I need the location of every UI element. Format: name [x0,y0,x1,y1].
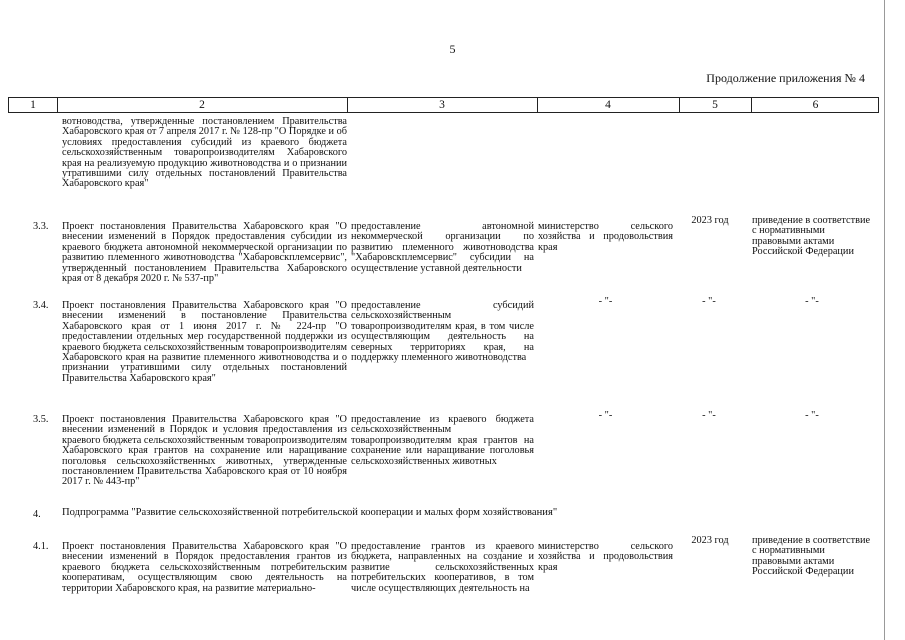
row-3-5-col5: - "- [702,410,716,421]
row-continuation-col2: вотноводства, утвержденные постановлением Правительства Хабаровского края от 7 апреля 2017 г. № 128-пр "О Порядке и об условиях предоставления субсидий из краевого бюджета сельскохозяйственным товаропроизводителям Хабаровского края на реализуемую продукцию животноводства и о признании утратившими силу отдельных постановлений Правительства Хабаровского края" [62,116,347,190]
row-3-4-col2: Проект постановления Правительства Хабаровского края "О внесении изменений в постановление Правительства Хабаровского края от 1 июня 2017 г. № 224-пр "О предоставлении отдельных мер государственной поддержки из краевого бюджета сельскохозяйственным товаропроизводителям Хабаровского края на развитие племенного животноводства и о признании утратившими силу отдельных постановлений Правительства Хабаровского края" [62,300,347,384]
row-3-4-col4: - "- [598,296,613,307]
row-3-5-num: 3.5. [33,414,49,425]
row-3-4-col3: предоставление субсидий сельскохозяйственным товаропроизводителям края, в том числе осуществляющим деятельность на северных территориях края, на поддержку племенного животноводства [351,300,534,364]
page-number: 5 [449,42,456,56]
row-4-1-col5: 2023 год [691,535,729,546]
row-4-1-col4: министерство сельского хозяйства и продовольствия края [538,541,673,573]
row-3-5-col2: Проект постановления Правительства Хабаровского края "О внесении изменений в Порядок и условия предоставления из краевого бюджета сельскохозяйственным товаропроизводителям Хабаровского края грантов на сохранение или наращивание поголовья сельскохозяйственных животных, утвержденные постановлением Правительства Хабаровского края от 10 ноября 2017 г. № 443-пр" [62,414,347,488]
page-edge-line [884,0,885,640]
row-3-3-num: 3.3. [33,221,49,232]
header-col-2: 2 [57,98,348,112]
row-3-3-col3: предоставление автономной некоммерческой организации по развитию племенного животноводства "Хабаровскплемсервис" субсидии на осуществление уставной деятельности [351,221,534,274]
row-3-3-col4: министерство сельского хозяйства и продовольствия края [538,221,673,253]
table-header-row [8,97,879,112]
continuation-label: Продолжение приложения № 4 [706,71,865,85]
row-3-3-col2: Проект постановления Правительства Хабаровского края "О внесении изменений в Порядок предоставления субсидии из краевого бюджета автономной некоммерческой организации по развитию племенного животноводства "Хабаровскплемсервис", утвержденный постановлением Правительства Хабаровского края от 8 декабря 2020 г. № 537-пр" [62,221,347,285]
row-3-4-num: 3.4. [33,300,49,311]
row-3-3-col5: 2023 год [691,215,729,226]
row-4-1-col3: предоставление грантов из краевого бюджета, направленных на создание и развитие сельскохозяйственных потребительских кооперативов, в том числе осуществляющих деятельность на [351,541,534,594]
row-3-5-col4: - "- [598,410,613,421]
row-4-1-col6: приведение в соответствие с нормативными правовыми актами Российской Федерации [752,535,871,578]
row-3-5-col3: предоставление из краевого бюджета сельскохозяйственным товаропроизводителям края грантов на сохранение или наращивание поголовья сельскохозяйственных животных [351,414,534,467]
subprogram-title: Подпрограмма "Развитие сельскохозяйственной потребительской кооперации и малых форм хозяйствования" [62,507,558,518]
row-3-4-col5: - "- [702,296,716,307]
row-3-3-col6: приведение в соответствие с нормативными правовыми актами Российской Федерации [752,215,871,258]
header-col-6: 6 [812,99,819,111]
header-col-4: 4 [537,98,680,112]
row-4-1-num: 4.1. [33,541,49,552]
header-bottom-rule [8,112,879,113]
header-col-1: 1 [9,98,58,112]
row-3-5-col6: - "- [805,410,819,421]
row-4-1-col2: Проект постановления Правительства Хабаровского края "О внесении изменений в Порядок предоставления грантов из краевого бюджета сельскохозяйственным потребительским кооперативам, осуществляющим свою деятельность на территории Хабаровского края, на развитие материально- [62,541,347,594]
row-3-4-col6: - "- [805,296,819,307]
header-col-3: 3 [347,98,538,112]
header-col-5: 5 [679,98,752,112]
subprogram-num: 4. [33,509,41,520]
